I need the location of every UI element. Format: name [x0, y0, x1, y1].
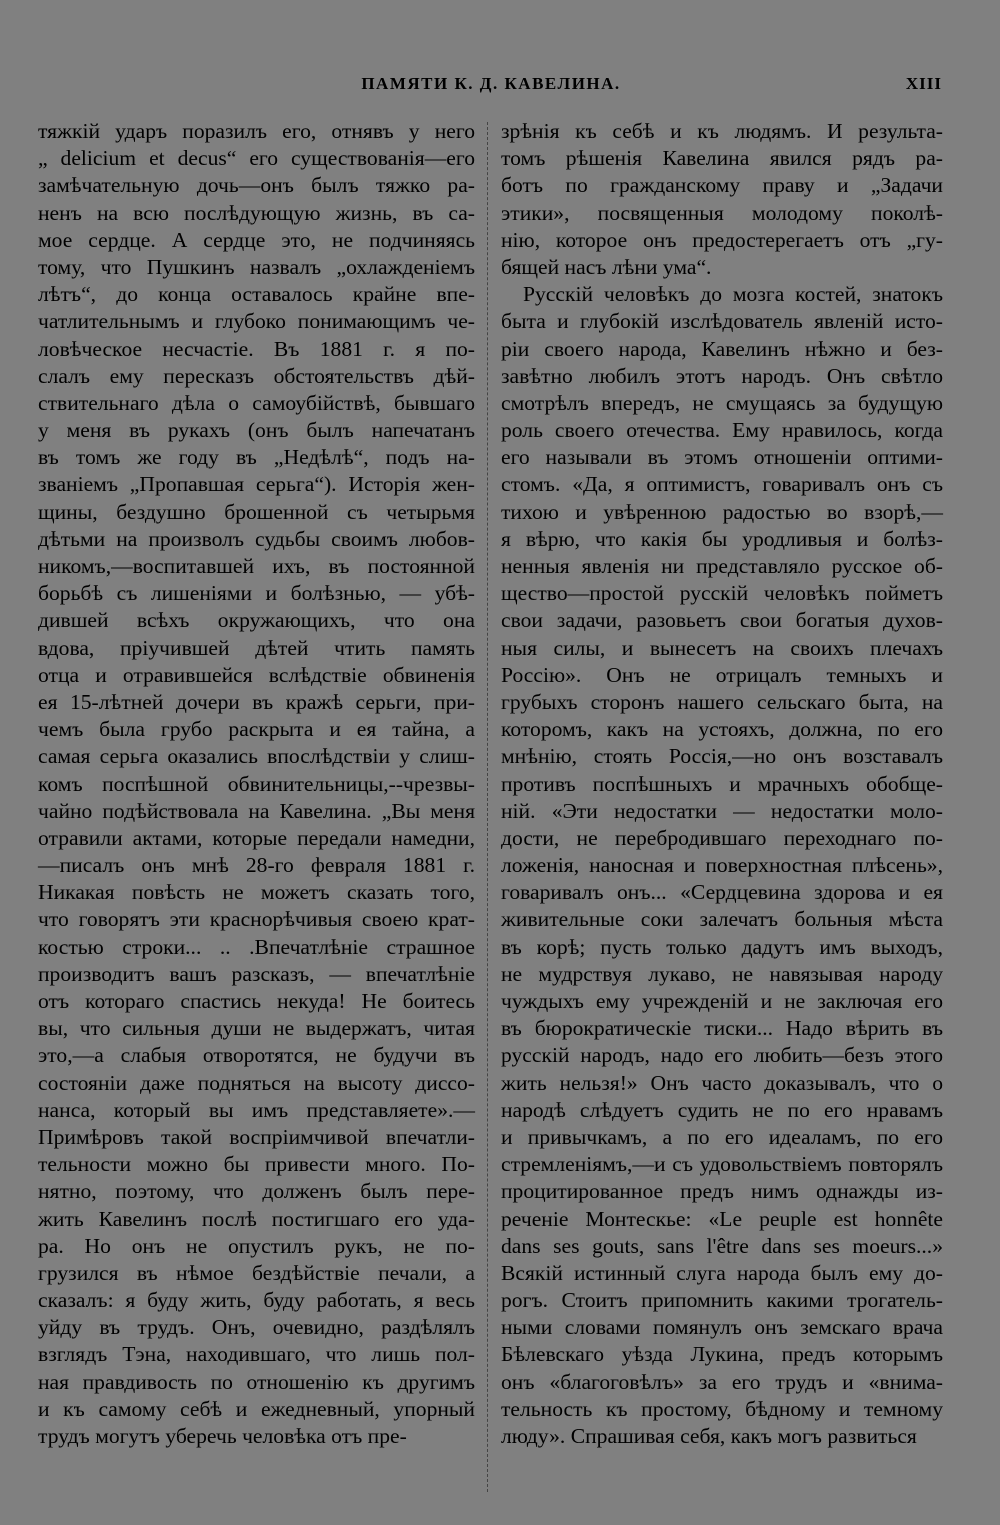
text-line: „ delicium et decus“ его существованія—его — [38, 146, 475, 171]
text-line: дѣтьми на произволъ судьбы своимъ любов- — [38, 526, 475, 551]
text-line: самая серьга оказались впослѣдствіи у слиш- — [38, 744, 475, 769]
text-line: нію, которое онъ предостерегаетъ отъ „гу- — [501, 227, 943, 252]
text-line: Никакая повѣсть не можетъ сказать того, — [38, 880, 475, 905]
text-line: тельность къ простому, бѣдному и темному — [501, 1396, 943, 1421]
text-line: противъ поспѣшныхъ и мрачныхъ обобще- — [501, 771, 943, 796]
text-line: нанса, который вы имъ представляете».— — [38, 1097, 475, 1122]
column-divider — [487, 122, 488, 1492]
text-line: быта и глубокій изслѣдователь явленій исто- — [501, 309, 943, 334]
text-line: ныя силы, и вынесетъ на своихъ плечахъ — [501, 635, 943, 660]
text-line: чуждыхъ ему учрежденій и не заключая его — [501, 989, 943, 1013]
text-line: въ корѣ; пусть только дадутъ имъ выходъ, — [501, 934, 943, 959]
text-line: Всякій истинный слуга народа былъ ему до- — [501, 1260, 943, 1285]
text-line: живительные соки залечатъ больныя мѣста — [501, 907, 943, 932]
text-line: и привычкамъ, а по его идеаламъ, по его — [501, 1124, 943, 1149]
text-line: ній. «Эти недостатки — недостатки моло- — [501, 798, 943, 823]
running-header — [40, 74, 942, 104]
text-line: роль своего отечества. Ему нравилось, когда — [501, 418, 943, 443]
header-title: ПАМЯТИ К. Д. КАВЕЛИНА. — [361, 74, 621, 93]
right-text-column — [501, 118, 943, 1450]
text-line: дости, не перебродившаго переходнаго по- — [501, 825, 943, 850]
text-line: ріи своего народа, Кавелинъ нѣжно и без- — [501, 336, 943, 361]
text-line: производитъ вашъ разсказъ, — впечатлѣніе — [38, 961, 475, 986]
text-line: чайно подѣйствовала на Кавелина. „Вы меня — [38, 798, 475, 823]
text-line: этики», посвященныя молодому поколѣ- — [501, 200, 943, 225]
text-line: народѣ слѣдуетъ судить не по его нравамъ — [501, 1097, 943, 1122]
text-line: лѣтъ“, до конца оставалось крайне впе- — [38, 282, 475, 307]
text-line: процитированное предъ нимъ однажды из- — [501, 1179, 943, 1204]
text-line: что говорятъ эти краснорѣчивыя своею крат- — [38, 907, 475, 932]
text-line: ботъ по гражданскому праву и „Задачи — [501, 173, 943, 198]
text-line: тяжкій ударъ поразилъ его, отнявъ у него — [38, 119, 475, 143]
text-line: щество—простой русскій человѣкъ пойметъ — [501, 581, 943, 606]
text-line: дившей всѣхъ окружающихъ, что она — [38, 608, 475, 633]
text-line: щины, бездушно брошенной съ четырьмя — [38, 499, 475, 524]
text-line: ненъ на всю послѣдующую жизнь, въ са- — [38, 200, 475, 225]
text-line: костью строки... .. .Впечатлѣніе страшное — [38, 934, 475, 959]
text-line: ложенія, наносная и поверхностная плѣсень», — [501, 853, 943, 878]
page-number: XIII — [905, 74, 942, 93]
text-line: стомъ. «Да, я оптимистъ, говаривалъ онъ съ — [501, 472, 943, 497]
text-line: слалъ ему пересказъ обстоятельствъ дѣй- — [38, 363, 475, 388]
text-line: у меня въ рукахъ (онъ былъ напечатанъ — [38, 418, 475, 443]
text-line: взглядъ Тэна, находившаго, что лишь пол- — [38, 1342, 475, 1367]
text-line: ея 15-лѣтней дочери въ кражѣ серьги, при- — [38, 689, 475, 714]
text-line: въ бюрократическіе тиски... Надо вѣрить въ — [501, 1016, 943, 1041]
text-line: уйду въ трудъ. Онъ, очевидно, раздѣлялъ — [38, 1315, 475, 1340]
text-line: его называли въ этомъ отношеніи оптими- — [501, 445, 943, 470]
text-line: Бѣлевскаго уѣзда Лукина, предъ которымъ — [501, 1342, 943, 1367]
text-line: ловѣческое несчастіе. Въ 1881 г. я по- — [38, 336, 475, 361]
text-line: тельности можно бы привести много. По- — [38, 1152, 475, 1177]
text-line: которомъ, какъ на устояхъ, должна, по его — [501, 717, 943, 742]
text-line: грубыхъ сторонъ нашего сельскаго быта, на — [501, 689, 943, 714]
text-line: грузился въ нѣмое бездѣйствіе печали, а — [38, 1260, 475, 1285]
text-line: не мудрствуя лукаво, не навязывая народу — [501, 961, 943, 986]
text-line: сказалъ: я буду жить, буду работать, я весь — [38, 1288, 475, 1313]
text-line: Русскій человѣкъ до мозга костей, знатокъ — [523, 282, 943, 307]
text-line: отъ котораго спастись некуда! Не боитесь — [38, 989, 475, 1013]
text-line: смотрѣлъ впередъ, не смущаясь за будущую — [501, 390, 943, 415]
left-text-column — [38, 118, 475, 1450]
text-line: комъ поспѣшной обвинительницы,--чрезвы- — [38, 771, 475, 796]
text-line: онъ «благоговѣлъ» за его трудъ и «внима- — [501, 1369, 943, 1394]
text-line: мое сердце. А сердце это, не подчиняясь — [38, 227, 475, 252]
text-line: томъ рѣшенія Кавелина явился рядъ ра- — [501, 146, 943, 171]
text-line: Россію». Онъ не отрицалъ темныхъ и — [501, 662, 943, 687]
text-line: состояніи даже подняться на высоту диссо- — [38, 1070, 475, 1095]
text-line: чемъ была грубо раскрыта и ея тайна, а — [38, 717, 475, 742]
text-line: тихою и увѣренною радостью во взорѣ,— — [501, 499, 943, 524]
text-line: мнѣнію, стоять Россія,—но онъ возставалъ — [501, 744, 943, 769]
text-line: ненныя явленія ни представляло русское об- — [501, 554, 943, 578]
text-line: званіемъ „Пропавшая серьга“). Исторія жен- — [38, 472, 475, 497]
text-line: отравили актами, которые передали намедни, — [38, 825, 475, 850]
text-line: жить нельзя!» Онъ часто доказывалъ, что о — [501, 1070, 943, 1095]
text-line: трудъ могутъ уберечь человѣка отъ пре- — [38, 1424, 407, 1448]
text-line: и къ самому себѣ и ежедневный, упорный — [38, 1396, 475, 1421]
text-line: Примѣровъ такой воспріимчивой впечатли- — [38, 1124, 475, 1149]
text-line: завѣтно любилъ этотъ народъ. Онъ свѣтло — [501, 363, 943, 388]
text-line: замѣчательную дочь—онъ былъ тяжко ра- — [38, 173, 475, 198]
text-line: чатлительнымъ и глубоко понимающимъ че- — [38, 309, 475, 334]
text-line: я вѣрю, что какія бы уродливыя и болѣз- — [501, 526, 943, 551]
text-line: жить Кавелинъ послѣ постигшаго его уда- — [38, 1206, 475, 1231]
text-line: dans ses gouts, sans l'être dans ses moeurs...» — [501, 1233, 943, 1258]
text-line: люду». Спрашивая себя, какъ могъ развиться — [501, 1424, 917, 1448]
text-line: ствительнаго дѣла о самоубійствѣ, бывшаго — [38, 390, 475, 415]
text-line: въ томъ же году въ „Недѣлѣ“, подъ на- — [38, 445, 475, 470]
text-line: вы, что сильныя души не выдержатъ, читая — [38, 1016, 475, 1041]
text-line: ными словами помянулъ онъ земскаго врача — [501, 1315, 943, 1340]
text-line: реченіе Монтескье: «Le peuple est honnête — [501, 1206, 943, 1231]
text-line: отца и отравившейся вслѣдствіе обвиненія — [38, 662, 475, 687]
text-line: говаривалъ онъ... «Сердцевина здорова и ея — [501, 880, 943, 905]
text-line: нятно, поэтому, что долженъ былъ пере- — [38, 1179, 475, 1204]
text-line: русскій народъ, надо его любить—безъ этого — [501, 1043, 943, 1068]
text-line: —писалъ онъ мнѣ 28-го февраля 1881 г. — [38, 853, 475, 878]
text-line: вдова, пріучившей дѣтей чтить память — [38, 635, 475, 660]
text-line: свои задачи, разовьетъ свои богатыя духов- — [501, 608, 943, 633]
text-line: борьбѣ съ лишеніями и болѣзнью, — убѣ- — [38, 581, 475, 606]
text-line: ра. Но онъ не опустилъ рукъ, не по- — [38, 1233, 475, 1258]
text-line: тому, что Пушкинъ назвалъ „охлажденіемъ — [38, 254, 475, 279]
text-line: стремленіямъ,—и съ удовольствіемъ повторялъ — [501, 1152, 943, 1177]
text-line: бящей насъ лѣни ума“. — [501, 254, 712, 279]
text-line: рогъ. Стоитъ припомнить какими трогатель- — [501, 1288, 943, 1313]
text-line: никомъ,—воспитавшей ихъ, въ постоянной — [38, 554, 475, 578]
text-line: зрѣнія къ себѣ и къ людямъ. И результа- — [501, 119, 943, 143]
text-line: это,—а слабыя отворотятся, не будучи въ — [38, 1043, 475, 1068]
text-line: ная правдивость по отношенію къ другимъ — [38, 1369, 475, 1394]
